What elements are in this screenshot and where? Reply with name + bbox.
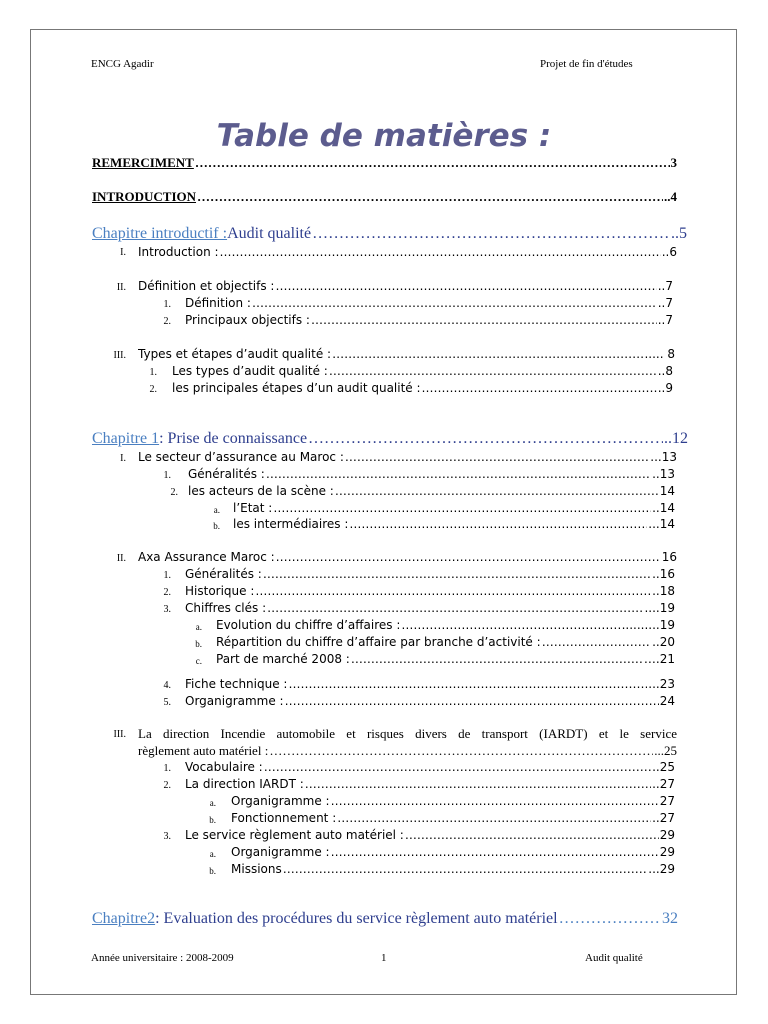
toc-leader (405, 828, 659, 842)
toc-page: ..27 (652, 811, 675, 825)
toc-page: ..16 (652, 567, 675, 581)
toc-page: ..13 (652, 467, 675, 481)
toc-leader (264, 760, 651, 774)
toc-page: ..4 (664, 189, 677, 204)
toc-label: La direction IARDT : (185, 777, 304, 791)
toc-intro-s2-item[interactable] (185, 313, 673, 327)
toc-label: Les types d’audit qualité : (172, 364, 328, 378)
section-number: II. (116, 553, 126, 564)
toc-leader (305, 777, 651, 791)
toc-page: ..6 (661, 245, 677, 259)
toc-label: Définition et objectifs : (138, 279, 275, 293)
toc-label: Le secteur d’assurance au Maroc : (138, 450, 344, 464)
item-number: 2. (170, 487, 178, 498)
item-number: 1. (163, 299, 171, 310)
toc-page: ...13 (650, 450, 677, 464)
toc-introduction[interactable] (92, 189, 677, 205)
toc-label: Fonctionnement : (231, 811, 337, 825)
toc-page: ..20 (652, 635, 675, 649)
item-letter: a. (213, 505, 220, 515)
toc-label: Evolution du chiffre d’affaires : (216, 618, 401, 632)
toc-ch1-s2-item[interactable] (185, 567, 675, 581)
toc-chapter-1[interactable] (92, 430, 688, 448)
item-number: 1. (163, 763, 171, 774)
header-right: Projet de fin d'études (540, 58, 633, 70)
toc-ch1-s2-item[interactable] (185, 584, 675, 598)
item-number: 1. (163, 470, 171, 481)
toc-ch1-s1-subitem[interactable] (233, 517, 675, 531)
toc-ch1-s3-item[interactable] (185, 777, 675, 791)
toc-label: Chiffres clés : (185, 601, 267, 615)
toc-ch1-s2-subitem[interactable] (216, 618, 675, 632)
toc-chapter-2[interactable] (92, 910, 678, 928)
toc-page: ...23 (648, 677, 675, 691)
toc-leader (401, 618, 620, 632)
toc-label: Fiche technique : (185, 677, 288, 691)
toc-page: ...14 (648, 517, 675, 531)
toc-leader (331, 794, 659, 808)
toc-label: Définition : (185, 296, 251, 310)
toc-leader (559, 910, 661, 928)
toc-ch1-s3[interactable] (138, 743, 677, 759)
toc-leader (263, 567, 651, 581)
toc-ch1-s2-subitem[interactable] (216, 635, 675, 649)
toc-leader (220, 245, 661, 259)
item-letter: a. (209, 849, 216, 859)
item-number: 4. (163, 680, 171, 691)
toc-ch1-s3-line1: La direction Incendie automobile et risques divers de transport (IARDT) et le service (138, 726, 677, 741)
item-number: 3. (163, 831, 171, 842)
toc-page: ..7 (657, 279, 673, 293)
toc-label: Répartition du chiffre d’affaire par branche d’activité : (216, 635, 541, 649)
toc-label: Généralités : (185, 567, 262, 581)
toc-ch1-s1-item[interactable] (188, 467, 675, 481)
toc-label: règlement auto matériel : (138, 743, 269, 758)
toc-intro-s2[interactable] (138, 279, 673, 293)
toc-intro-s1[interactable] (138, 245, 677, 259)
toc-ch1-s3-subitem[interactable] (231, 862, 675, 876)
item-number: 2. (163, 780, 171, 791)
section-number: II. (116, 282, 126, 293)
item-letter: b. (209, 866, 216, 876)
toc-page: ...29 (648, 862, 675, 876)
toc-ch1-s3-subitem[interactable] (231, 794, 675, 808)
toc-leader (267, 601, 643, 615)
footer-right: Audit qualité (585, 952, 643, 964)
toc-label: Généralités : (188, 467, 265, 481)
toc-page: ..... 8 (644, 347, 675, 361)
toc-ch1-s3-item[interactable] (185, 760, 675, 774)
toc-leader (269, 743, 653, 759)
toc-page: ..12 (664, 430, 688, 447)
item-number: 3. (163, 604, 171, 615)
toc-leader (275, 279, 656, 293)
chapter-name: : Prise de connaissance (159, 430, 308, 447)
toc-ch1-s2-item[interactable] (185, 694, 675, 708)
toc-page: ..5 (671, 225, 687, 242)
chapter-prefix: Chapitre 1 (92, 430, 160, 447)
toc-intro-s3-item[interactable] (172, 364, 673, 378)
toc-ch1-s3-subitem[interactable] (231, 811, 675, 825)
toc-leader (255, 584, 651, 598)
toc-chapter-intro[interactable] (92, 225, 687, 243)
toc-page: 14 (659, 484, 675, 498)
toc-leader (349, 517, 647, 531)
footer-left: Année universitaire : 2008-2009 (91, 952, 234, 964)
item-letter: b. (209, 815, 216, 825)
toc-page: ..27 (652, 777, 675, 791)
toc-leader (332, 347, 643, 361)
toc-leader (197, 189, 663, 205)
toc-page: 32 (662, 910, 678, 927)
toc-ch1-s3-subitem[interactable] (231, 845, 675, 859)
toc-leader (311, 313, 657, 327)
chapter-name: Audit qualité (227, 225, 312, 242)
toc-label: Axa Assurance Maroc : (138, 550, 275, 564)
toc-intro-s2-item[interactable] (185, 296, 673, 310)
page-number: 1 (381, 952, 387, 964)
toc-leader (195, 155, 670, 171)
page-title: Table de matières : (216, 118, 552, 154)
toc-ch1-s1-item[interactable] (188, 484, 675, 498)
toc-leader (422, 381, 657, 395)
item-number: 2. (149, 384, 157, 395)
toc-label: Organigramme : (185, 694, 284, 708)
toc-leader (276, 550, 661, 564)
item-letter: b. (213, 521, 220, 531)
toc-label: les acteurs de la scène : (188, 484, 334, 498)
toc-leader (345, 450, 649, 464)
toc-label: Le service règlement auto matériel : (185, 828, 404, 842)
toc-page: ..7 (657, 296, 673, 310)
toc-leader (288, 677, 647, 691)
toc-page: 16 (661, 550, 677, 564)
toc-page: ..14 (652, 501, 675, 515)
toc-leader (252, 296, 657, 310)
toc-page: ..........19 (621, 618, 675, 632)
toc-page: 24 (659, 694, 675, 708)
toc-label: Organigramme : (231, 845, 330, 859)
toc-page: 3 (670, 155, 677, 170)
toc-label: Part de marché 2008 : (216, 652, 350, 666)
toc-label: les intermédiaires : (233, 517, 349, 531)
toc-leader (337, 811, 651, 825)
toc-ch1-s2-subitem[interactable] (216, 652, 675, 666)
toc-label: Types et étapes d’audit qualité : (138, 347, 332, 361)
toc-page: ..18 (652, 584, 675, 598)
toc-leader (308, 430, 663, 448)
toc-ch1-s1-subitem[interactable] (233, 501, 675, 515)
toc-ch1-s1[interactable] (138, 450, 677, 464)
item-number: 5. (163, 697, 171, 708)
toc-leader (266, 467, 651, 481)
item-number: 2. (163, 587, 171, 598)
toc-leader (283, 862, 648, 876)
toc-label: Historique : (185, 584, 255, 598)
item-letter: a. (209, 798, 216, 808)
toc-label: Vocabulaire : (185, 760, 263, 774)
item-number: 2. (163, 316, 171, 327)
toc-page: ….21 (643, 652, 675, 666)
toc-page: ....19 (644, 601, 675, 615)
toc-page: ..25 (652, 760, 675, 774)
toc-intro-s3-item[interactable] (172, 381, 673, 395)
toc-label: les principales étapes d’un audit qualité : (172, 381, 421, 395)
toc-intro-s3[interactable] (138, 347, 675, 361)
item-letter: a. (195, 622, 202, 632)
item-letter: c. (195, 656, 202, 666)
chapter-name: : Evaluation des procédures du service règlement auto matériel (155, 910, 558, 927)
item-number: 1. (149, 367, 157, 378)
toc-leader (351, 652, 643, 666)
toc-leader (335, 484, 659, 498)
toc-label: Missions (231, 862, 282, 876)
toc-ch1-s2-item[interactable] (185, 601, 675, 615)
toc-remerciment[interactable] (92, 155, 677, 171)
item-letter: b. (195, 639, 202, 649)
toc-page: 29 (659, 845, 675, 859)
toc-label: REMERCIMENT (92, 155, 194, 170)
chapter-prefix: Chapitre2 (92, 910, 156, 927)
section-number: III. (113, 729, 126, 740)
toc-label: Principaux objectifs : (185, 313, 310, 327)
toc-leader (331, 845, 659, 859)
toc-leader (542, 635, 651, 649)
item-number: 1. (163, 570, 171, 581)
chapter-prefix: Chapitre introductif : (92, 225, 228, 242)
section-number: I. (120, 247, 126, 258)
header-left: ENCG Agadir (91, 58, 154, 70)
section-number: III. (113, 350, 126, 361)
toc-label: INTRODUCTION (92, 189, 197, 204)
toc-leader (273, 501, 651, 515)
toc-page: ..8 (657, 364, 673, 378)
toc-label: l’Etat : (233, 501, 273, 515)
toc-page: 29 (659, 828, 675, 842)
toc-leader (312, 225, 670, 243)
section-number: I. (120, 453, 126, 464)
toc-leader (285, 694, 659, 708)
toc-ch1-s2[interactable] (138, 550, 677, 564)
toc-label: Organigramme : (231, 794, 330, 808)
toc-page: ..9 (657, 381, 673, 395)
toc-page: ...25 (654, 743, 677, 758)
toc-page: 27 (659, 794, 675, 808)
toc-page: ..7 (657, 313, 673, 327)
toc-ch1-s2-item[interactable] (185, 677, 675, 691)
toc-leader (329, 364, 657, 378)
toc-ch1-s3-item[interactable] (185, 828, 675, 842)
toc-label: Introduction : (138, 245, 219, 259)
